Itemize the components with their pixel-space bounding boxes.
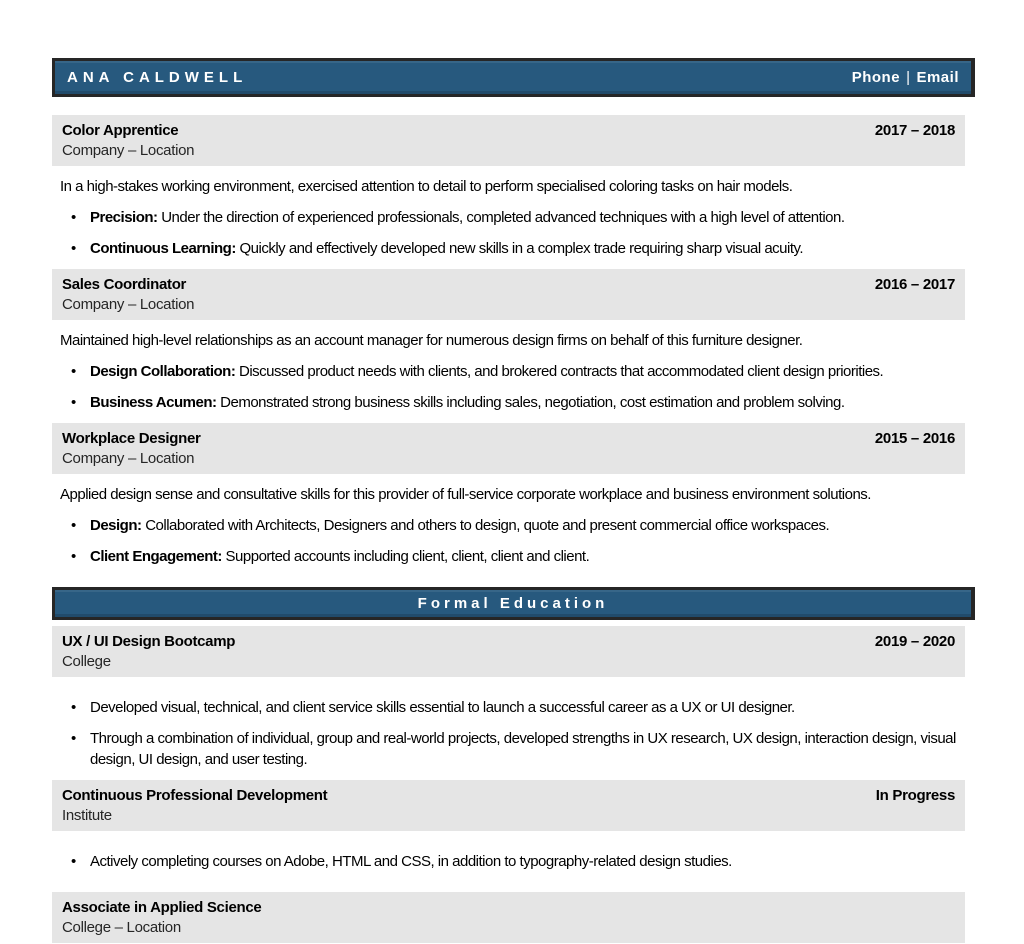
entry-header — [52, 892, 965, 943]
job-dates: 2016 – 2017 — [874, 276, 955, 293]
job-summary: Maintained high-level relationships as an account manager for numerous design firms on behalf of this furniture designer. — [60, 332, 803, 349]
program-title: Continuous Professional Development — [62, 787, 328, 804]
education-entry — [52, 892, 975, 943]
experience-entry — [52, 269, 975, 413]
program-title: UX / UI Design Bootcamp — [62, 633, 236, 650]
contact-links — [852, 69, 959, 86]
school-name: Institute — [62, 807, 112, 824]
entry-header — [52, 780, 965, 831]
bullet-item: • Through a combination of individual, group and real-world projects, developed strengths in UX research, UX design, interaction design, visual design, UI design, and user testing. — [52, 728, 965, 770]
entry-header-left — [62, 275, 194, 315]
name-header-bar — [52, 58, 975, 97]
job-organization: Company – Location — [62, 142, 195, 159]
section-header-formal-education: Formal Education — [52, 587, 975, 620]
entry-header-left — [62, 786, 327, 826]
entry-header — [52, 269, 965, 320]
program-status: In Progress — [875, 787, 955, 804]
entry-header — [52, 626, 965, 677]
bullet-item: • Continuous Learning: Quickly and effectively developed new skills in a complex trade requiring sharp visual acuity. — [52, 238, 965, 259]
entry-header — [52, 115, 965, 166]
job-summary: Applied design sense and consultative skills for this provider of full-service corporate workplace and business environment solutions. — [60, 486, 871, 503]
entry-header-left — [62, 898, 261, 938]
bullet-item: • Business Acumen: Demonstrated strong business skills including sales, negotiation, cost estimation and problem solving. — [52, 392, 965, 413]
education-entry — [52, 780, 975, 872]
job-summary: In a high-stakes working environment, exercised attention to detail to perform specialised coloring tasks on hair models. — [60, 178, 793, 195]
bullet-item: • Design: Collaborated with Architects, Designers and others to design, quote and present commercial office workspaces. — [52, 515, 965, 536]
job-title: Workplace Designer — [62, 430, 201, 447]
entry-header-left — [62, 429, 201, 469]
email-link[interactable]: Email — [916, 69, 959, 86]
school-name: College — [62, 653, 111, 670]
program-title: Associate in Applied Science — [62, 899, 262, 916]
phone-link[interactable]: Phone — [851, 69, 901, 86]
job-title: Sales Coordinator — [62, 276, 187, 293]
program-dates: 2019 – 2020 — [874, 633, 955, 650]
resume-page — [52, 58, 975, 943]
education-entry — [52, 626, 975, 770]
bullet-item: • Client Engagement: Supported accounts including client, client, client and client. — [52, 546, 965, 567]
school-name: College – Location — [62, 919, 181, 936]
bullet-item: • Developed visual, technical, and client service skills essential to launch a successful career as a UX or UI designer. — [52, 697, 965, 718]
job-title: Color Apprentice — [62, 122, 179, 139]
job-dates: 2017 – 2018 — [874, 122, 955, 139]
experience-entry — [52, 115, 975, 259]
entry-header-left — [62, 632, 235, 672]
job-organization: Company – Location — [62, 450, 195, 467]
bullet-item: • Design Collaboration: Discussed product needs with clients, and brokered contracts that accommodated client design priorities. — [52, 361, 965, 382]
entry-header-left — [62, 121, 194, 161]
job-organization: Company – Location — [62, 296, 195, 313]
contact-separator: | — [906, 69, 911, 86]
entry-header — [52, 423, 965, 474]
bullet-item: • Actively completing courses on Adobe, HTML and CSS, in addition to typography-related design studies. — [52, 851, 965, 872]
candidate-name: ANA CALDWELL — [67, 69, 248, 86]
bullet-item: • Precision: Under the direction of experienced professionals, completed advanced techniques with a high level of attention. — [52, 207, 965, 228]
job-dates: 2015 – 2016 — [874, 430, 955, 447]
experience-entry — [52, 423, 975, 567]
